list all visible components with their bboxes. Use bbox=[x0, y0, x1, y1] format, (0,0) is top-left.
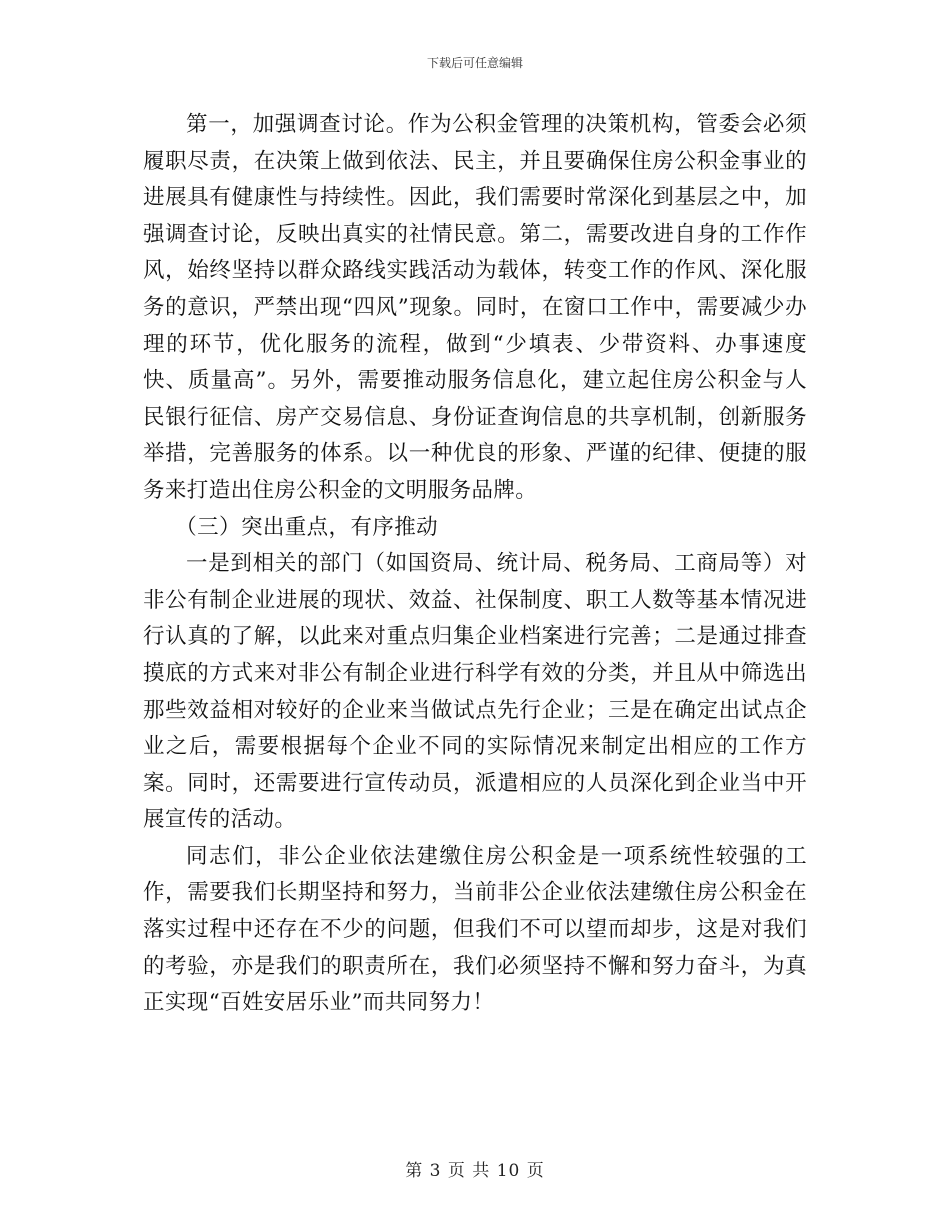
paragraph-priorities: 一是到相关的部门（如国资局、统计局、税务局、工商局等）对非公有制企业进展的现状、效益、社保制度、职工人数等基本情况进行认真的了解，以此来对重点归集企业档案进行完善；二是通过排查摸底的方式来对非公有制企业进行科学有效的分类，并且从中筛选出那些效益相对较好的企业来当做试点先行企业；三是在确定出试点企业之后，需要根据每个企业不同的实际情况来制定出相应的工作方案。同时，还需要进行宣传动员，派遣相应的人员深化到企业当中开展宣传的活动。 bbox=[143, 551, 807, 833]
paragraph-work-style: 第一，加强调查讨论。作为公积金管理的决策机构，管委会必须履职尽责，在决策上做到依法、民主，并且要确保住房公积金事业的进展具有健康性与持续性。因此，我们需要时常深化到基层之中，加强调查讨论，反映出真实的社情民意。第二，需要改进自身的工作作风，始终坚持以群众路线实践活动为载体，转变工作的作风、深化服务的意识，严禁出现“四风”现象。同时，在窗口工作中，需要减少办理的环节，优化服务的流程，做到“少填表、少带资料、办事速度快、质量高”。另外，需要推动服务信息化，建立起住房公积金与人民银行征信、房产交易信息、身份证查询信息的共享机制，创新服务举措，完善服务的体系。以一种优良的形象、严谨的纪律、便捷的服务来打造出住房公积金的文明服务品牌。 bbox=[143, 112, 807, 503]
section-heading: （三）突出重点，有序推动 bbox=[175, 514, 439, 540]
paragraph-closing: 同志们，非公企业依法建缴住房公积金是一项系统性较强的工作，需要我们长期坚持和努力，当前非公企业依法建缴住房公积金在落实过程中还存在不少的问题，但我们不可以望而却步，这是对我们的考验，亦是我们的职责所在，我们必须坚持不懈和努力奋斗，为真正实现“百姓安居乐业”而共同努力！ bbox=[143, 843, 807, 1016]
header-note: 下载后可任意编辑 bbox=[426, 56, 523, 70]
page-number: 第 3 页 共 10 页 bbox=[405, 1161, 545, 1181]
document-body bbox=[143, 107, 807, 1022]
